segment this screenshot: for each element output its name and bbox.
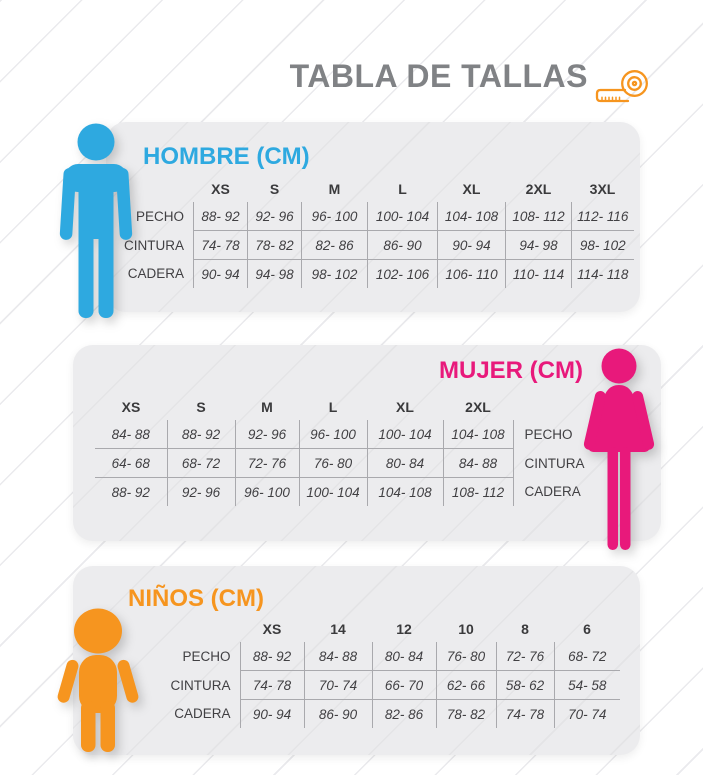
header-row xyxy=(95,393,585,420)
row-label: CINTURA xyxy=(124,237,184,253)
size-range-cell: 100- 104 xyxy=(368,202,438,231)
size-range-cell: 96- 100 xyxy=(299,420,367,449)
size-range-cell: 58- 62 xyxy=(496,671,554,700)
size-range-cell: 112- 116 xyxy=(572,202,634,231)
size-column-header: XS xyxy=(121,398,141,415)
table-row xyxy=(162,642,620,671)
size-range-cell: 90- 94 xyxy=(194,260,248,289)
size-column-header: S xyxy=(269,180,280,197)
size-range-cell: 54- 58 xyxy=(554,671,620,700)
row-label: CADERA xyxy=(174,706,231,722)
size-range-cell: 68- 72 xyxy=(554,642,620,671)
size-range-cell: 70- 74 xyxy=(304,671,372,700)
size-range-cell: 84- 88 xyxy=(304,642,372,671)
label-column-spacer xyxy=(124,175,194,202)
size-range-cell: 92- 96 xyxy=(248,202,302,231)
size-range-cell: 86- 90 xyxy=(304,700,372,729)
size-range-cell: 96- 100 xyxy=(235,478,299,507)
size-range-cell: 78- 82 xyxy=(248,231,302,260)
row-label: CINTURA xyxy=(170,677,231,693)
row-label: PECHO xyxy=(513,420,585,449)
size-range-cell: 88- 92 xyxy=(194,202,248,231)
size-range-cell: 74- 78 xyxy=(194,231,248,260)
header-row xyxy=(162,615,620,642)
size-range-cell: 92- 96 xyxy=(167,478,235,507)
size-column-header: 8 xyxy=(521,620,529,637)
table-row xyxy=(162,671,620,700)
size-column-header: L xyxy=(328,398,338,415)
size-range-cell: 98- 102 xyxy=(572,231,634,260)
row-label: CINTURA xyxy=(513,449,585,478)
woman-figure-icon xyxy=(571,347,667,557)
size-range-cell: 74- 78 xyxy=(496,700,554,729)
size-column-header: 12 xyxy=(396,620,412,637)
size-range-cell: 104- 108 xyxy=(438,202,506,231)
size-column-header: M xyxy=(261,398,273,415)
size-column-header: XS xyxy=(262,620,282,637)
size-range-cell: 106- 110 xyxy=(438,260,506,289)
size-column-header: S xyxy=(196,398,206,415)
size-range-cell: 100- 104 xyxy=(367,420,443,449)
size-range-cell: 82- 86 xyxy=(302,231,368,260)
size-range-cell: 80- 84 xyxy=(372,642,436,671)
size-range-cell: 100- 104 xyxy=(299,478,367,507)
size-range-cell: 72- 76 xyxy=(235,449,299,478)
size-range-cell: 104- 108 xyxy=(443,420,513,449)
size-range-cell: 90- 94 xyxy=(240,700,304,729)
size-range-cell: 82- 86 xyxy=(372,700,436,729)
size-column-header: XL xyxy=(396,398,414,415)
size-range-cell: 96- 100 xyxy=(302,202,368,231)
size-column-header: L xyxy=(398,180,407,197)
size-range-cell: 102- 106 xyxy=(368,260,438,289)
size-range-cell: 70- 74 xyxy=(554,700,620,729)
size-range-cell: 76- 80 xyxy=(299,449,367,478)
header-row xyxy=(124,175,634,202)
row-label: PECHO xyxy=(135,208,184,224)
row-label: PECHO xyxy=(182,648,231,664)
size-range-cell: 94- 98 xyxy=(506,231,572,260)
table-row xyxy=(95,478,585,507)
row-label: CADERA xyxy=(127,266,184,282)
size-range-cell: 86- 90 xyxy=(368,231,438,260)
size-range-cell: 98- 102 xyxy=(302,260,368,289)
ninos-section-title: NIÑOS (CM) xyxy=(128,585,264,612)
table-row xyxy=(124,260,634,289)
table-row xyxy=(162,700,620,729)
size-column-header: XL xyxy=(462,180,481,197)
hombre-size-table xyxy=(124,175,634,288)
page-title: TABLA DE TALLAS xyxy=(289,58,588,94)
size-column-header: 6 xyxy=(583,620,591,637)
size-range-cell: 80- 84 xyxy=(367,449,443,478)
row-label: CADERA xyxy=(513,478,585,507)
table-row xyxy=(95,449,585,478)
size-range-cell: 90- 94 xyxy=(438,231,506,260)
label-column-spacer xyxy=(513,393,585,420)
ninos-size-table xyxy=(162,615,620,728)
size-column-header: M xyxy=(328,180,341,197)
size-range-cell: 88- 92 xyxy=(240,642,304,671)
size-range-cell: 84- 88 xyxy=(95,420,167,449)
label-column-spacer xyxy=(162,615,240,642)
size-column-header: 2XL xyxy=(465,398,491,415)
size-range-cell: 64- 68 xyxy=(95,449,167,478)
size-column-header: 3XL xyxy=(589,180,616,197)
size-range-cell: 78- 82 xyxy=(436,700,496,729)
size-range-cell: 88- 92 xyxy=(111,484,150,500)
size-column-header: XS xyxy=(211,180,230,197)
size-range-cell: 110- 114 xyxy=(506,260,572,289)
size-column-header: 2XL xyxy=(525,180,552,197)
size-range-cell: 92- 96 xyxy=(235,420,299,449)
size-range-cell: 108- 112 xyxy=(443,478,513,507)
size-range-cell: 72- 76 xyxy=(496,642,554,671)
size-range-cell: 74- 78 xyxy=(240,671,304,700)
size-range-cell: 114- 118 xyxy=(572,260,634,289)
mujer-size-table xyxy=(95,393,585,506)
size-range-cell: 76- 80 xyxy=(436,642,496,671)
size-range-cell: 94- 98 xyxy=(248,260,302,289)
table-row xyxy=(124,231,634,260)
size-range-cell: 88- 92 xyxy=(167,420,235,449)
hombre-section-title: HOMBRE (CM) xyxy=(143,143,310,170)
size-range-cell: 104- 108 xyxy=(367,478,443,507)
size-range-cell: 84- 88 xyxy=(443,449,513,478)
child-figure-icon xyxy=(56,606,140,754)
mujer-section-title: MUJER (CM) xyxy=(439,357,583,384)
table-row xyxy=(124,202,634,231)
size-range-cell: 68- 72 xyxy=(167,449,235,478)
size-column-header: 14 xyxy=(330,620,346,637)
measuring-tape-icon xyxy=(594,67,652,109)
table-row xyxy=(95,420,585,449)
size-range-cell: 108- 112 xyxy=(506,202,572,231)
size-range-cell: 62- 66 xyxy=(436,671,496,700)
size-range-cell: 66- 70 xyxy=(372,671,436,700)
size-column-header: 10 xyxy=(458,620,474,637)
